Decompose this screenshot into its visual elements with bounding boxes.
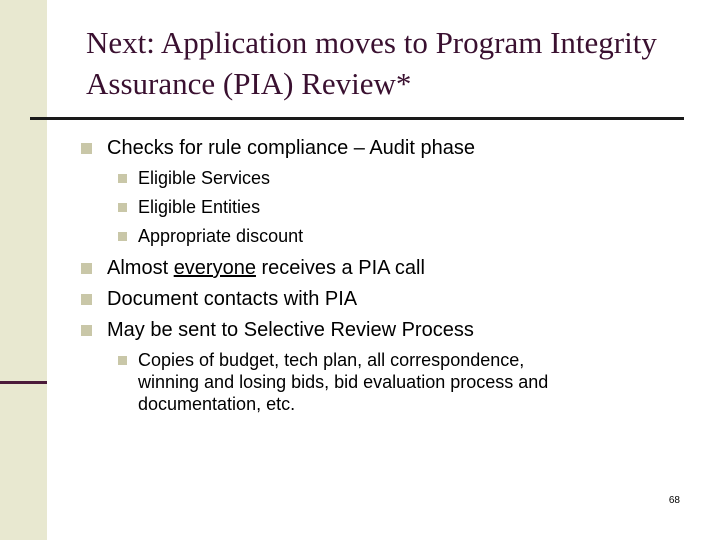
left-accent-bar: [0, 381, 47, 384]
title-line-1: Next: Application moves to Program Integrity: [86, 25, 657, 60]
square-bullet-icon: [81, 143, 92, 154]
square-bullet-icon: [118, 203, 127, 212]
bullet-item: May be sent to Selective Review Process: [107, 318, 474, 342]
sub-bullet-item: Appropriate discount: [138, 225, 303, 247]
square-bullet-icon: [81, 263, 92, 274]
square-bullet-icon: [118, 232, 127, 241]
square-bullet-icon: [81, 294, 92, 305]
slide-title: [86, 22, 716, 104]
sub-bullet-item: Eligible Services: [138, 167, 270, 189]
square-bullet-icon: [81, 325, 92, 336]
page-number: 68: [668, 495, 680, 506]
sub-bullet-item: Copies of budget, tech plan, all correspondence, winning and losing bids, bid evaluation process and documentation, etc.: [138, 349, 548, 415]
square-bullet-icon: [118, 174, 127, 183]
title-divider: [30, 117, 684, 120]
title-line-2: Assurance (PIA) Review*: [86, 66, 412, 101]
bullet-item: Document contacts with PIA: [107, 287, 357, 311]
emphasis-underlined: everyone: [173, 257, 256, 279]
bullet-item: Checks for rule compliance – Audit phase: [107, 136, 475, 160]
bullet-item: Almost everyone receives a PIA call: [107, 256, 425, 280]
left-decorative-band: [0, 0, 47, 540]
square-bullet-icon: [118, 356, 127, 365]
sub-bullet-item: Eligible Entities: [138, 196, 260, 218]
